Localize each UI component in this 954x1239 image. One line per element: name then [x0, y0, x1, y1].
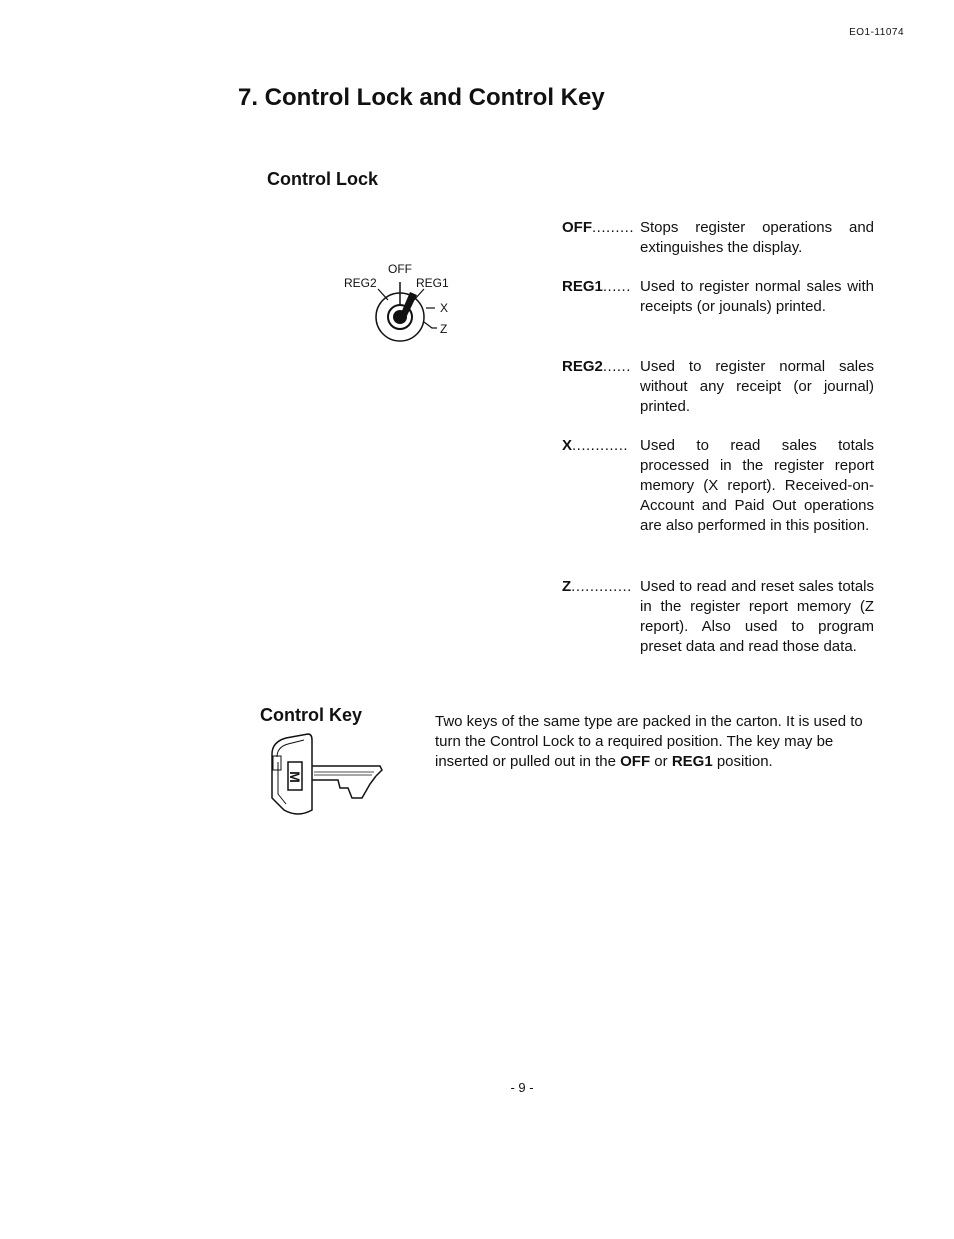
lock-label-reg1: REG1	[416, 276, 449, 290]
control-key-icon	[264, 732, 384, 818]
control-key-description: Two keys of the same type are packed in the carton. It is used to turn the Control Lock to a required position. The key may be inserted or pulled out in the OFF or REG1 position.	[435, 713, 863, 770]
lock-label-x: X	[440, 301, 449, 315]
lock-label-z: Z	[440, 322, 448, 336]
definition-description: Used to read sales totals processed in the register report memory (X report). Received-on-Account and Paid Out operations are also performed in this position.	[640, 437, 874, 534]
definition-description: Used to register normal sales with receipts (or jounals) printed.	[640, 278, 874, 315]
definition-description: Used to register normal sales without any receipt (or journal) printed.	[640, 358, 874, 415]
definition-description: Used to read and reset sales totals in the register report memory (Z report). Also used to program preset data and read those data.	[640, 578, 874, 655]
control-lock-figure	[340, 262, 470, 347]
key-letter: M	[286, 771, 303, 783]
definition-term: REG2......	[562, 358, 631, 375]
control-key-figure	[264, 732, 384, 818]
lock-label-off: OFF	[388, 262, 412, 276]
doc-number: EO1-11074	[849, 27, 904, 38]
control-lock-heading: Control Lock	[267, 169, 378, 189]
page-title: 7. Control Lock and Control Key	[238, 84, 605, 111]
definition-x	[562, 436, 874, 536]
definition-term: OFF.........	[562, 219, 635, 236]
definition-description: Stops register operations and extinguishes the display.	[640, 219, 874, 256]
definition-off	[562, 218, 874, 258]
definition-term: Z.............	[562, 578, 632, 595]
lock-label-reg2: REG2	[344, 276, 377, 290]
definition-z	[562, 577, 874, 657]
definition-reg1	[562, 277, 874, 317]
definition-term: REG1......	[562, 278, 631, 295]
control-key-heading: Control Key	[260, 705, 363, 725]
definition-reg2	[562, 357, 874, 417]
definition-term: X............	[562, 437, 629, 454]
page-number: - 9 -	[510, 1080, 534, 1095]
